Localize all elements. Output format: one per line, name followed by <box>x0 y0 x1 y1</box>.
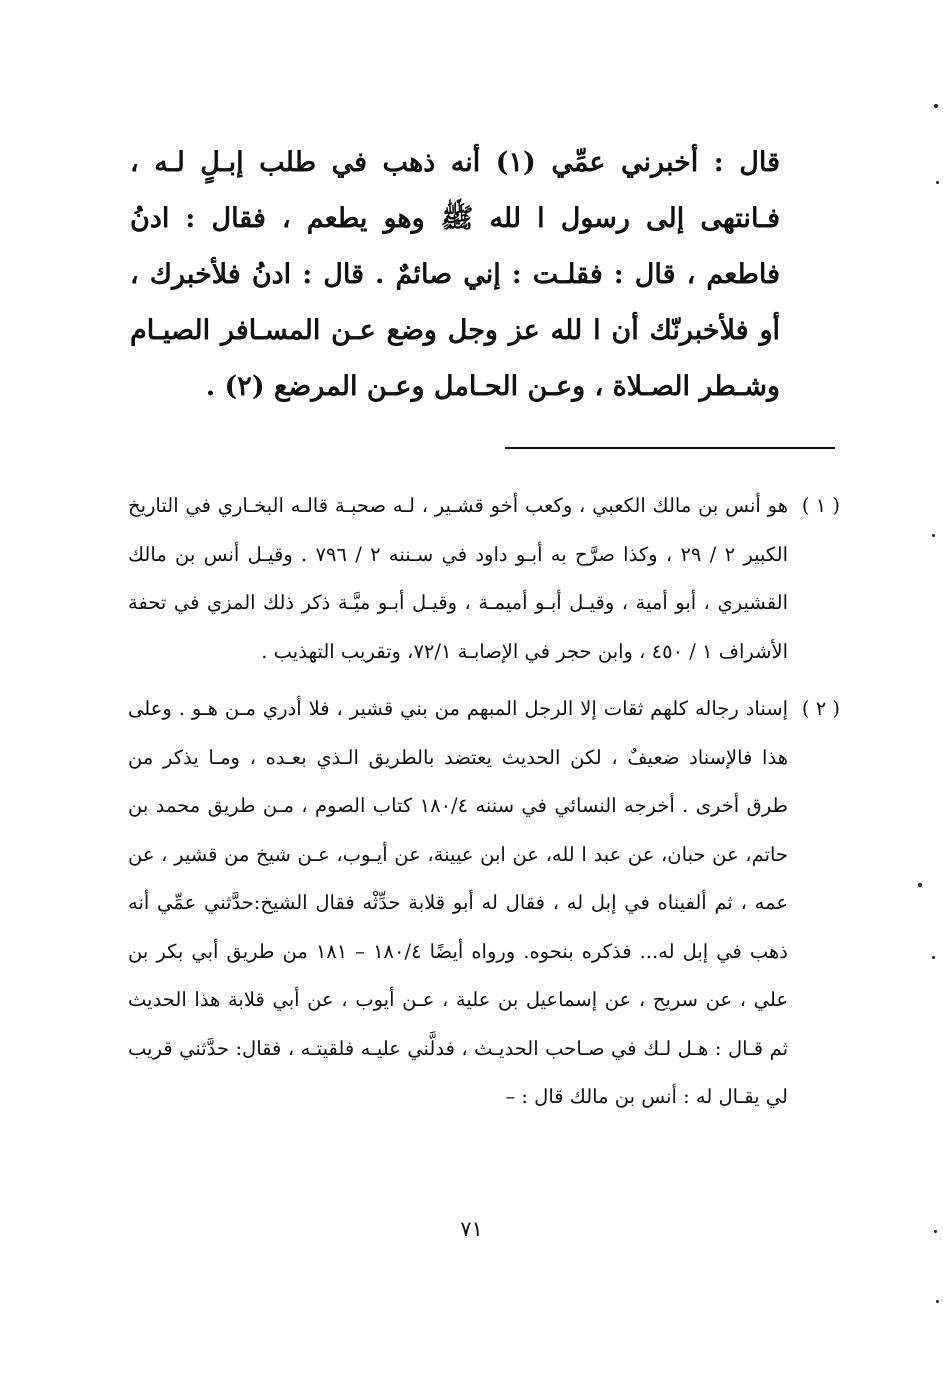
footnote-number: ( ١ ) <box>801 494 840 517</box>
scan-speck <box>932 956 935 959</box>
scan-speck <box>936 181 939 184</box>
footnote-number: ( ٢ ) <box>801 697 840 720</box>
footnote-separator <box>505 447 835 449</box>
scan-speck <box>936 1300 939 1303</box>
scan-speck <box>934 1230 937 1233</box>
scan-speck <box>934 104 938 108</box>
footnote-1 <box>128 482 840 676</box>
footnotes <box>128 482 840 1131</box>
page-number: ٧١ <box>460 1217 483 1241</box>
main-paragraph: قال : أخبرني عمِّي (١) أنه ذهب في طلب إبـلٍ لـه ، فـانتهى إلى رسول ا لله ﷺ وهو يطعم ، فقال : ادنُ فاطعم ، قال : فقلـت : إني صائمٌ . قال : ادنُ فلأخبرك ، أو فلأخبرنّك أن ا لله عز وجل وضع عـن المسـافر الصيـام وشـطر الصـلاة ، وعـن الحـامل وعـن المرضع (٢) . <box>130 147 780 402</box>
footnote-text: هو أنس بن مالك الكعبي ، وكعب أخو قشـير ، لـه صحبـة قالـه البخـاري في التاريخ الكبير ٢ / ٢٩ ، وكذا صرَّح به أبـو داود في سـننه ٢ / ٧٩٦ . وقيـل أنس بن مالك القشيري ، أبو أمية ، وقيـل أبـو أميمـة ، وقيـل أبـو ميَّـة ذكر ذلك المزي في تحفة الأشراف ١ / ٤٥٠ ، وابن حجر في الإصابـة ٧٢/١، وتقريب التهذيب . <box>128 494 789 663</box>
scan-speck <box>918 883 922 887</box>
main-text <box>130 135 780 415</box>
scan-speck <box>932 534 935 537</box>
footnote-2 <box>128 685 840 1122</box>
footnote-text: إسناد رجاله كلهم ثقات إلا الرجل المبهم من بني قشير ، فلا أدري مـن هـو . وعلى هذا فالإسناد ضعيفٌ ، لكن الحديث يعتضد بالطريق الـذي بعـده ، ومـا يذكر من طرق أخرى . أخرجه النسائي في سننه ١٨٠/٤ كتاب الصوم ، مـن طريق محمد بن حاتم، عن حبان، عن عبد ا لله، عن ابن عيينة، عن أيـوب، عـن شيخ من قشير ، عن عمه ، ثم ألفيناه في إبل له ، فقال له أبو قلابة حدِّثْه فقال الشيخ:حدَّثني عمِّي أنه ذهب في إبل له... فذكره بنحوه. ورواه أيضًا ١٨٠/٤ – ١٨١ من طريق أبي بكر بن علي ، عن سريح ، عن إسماعيل بن علية ، عـن أيوب ، عن أبي قلابة هذا الحديث ثم قـال : هـل لـك في صـاحب الحديـث ، فدلَّني عليـه فلقيتـه ، فقال: حدَّثني قريب لي يقـال له : أنس بن مالك قال : – <box>128 697 788 1108</box>
